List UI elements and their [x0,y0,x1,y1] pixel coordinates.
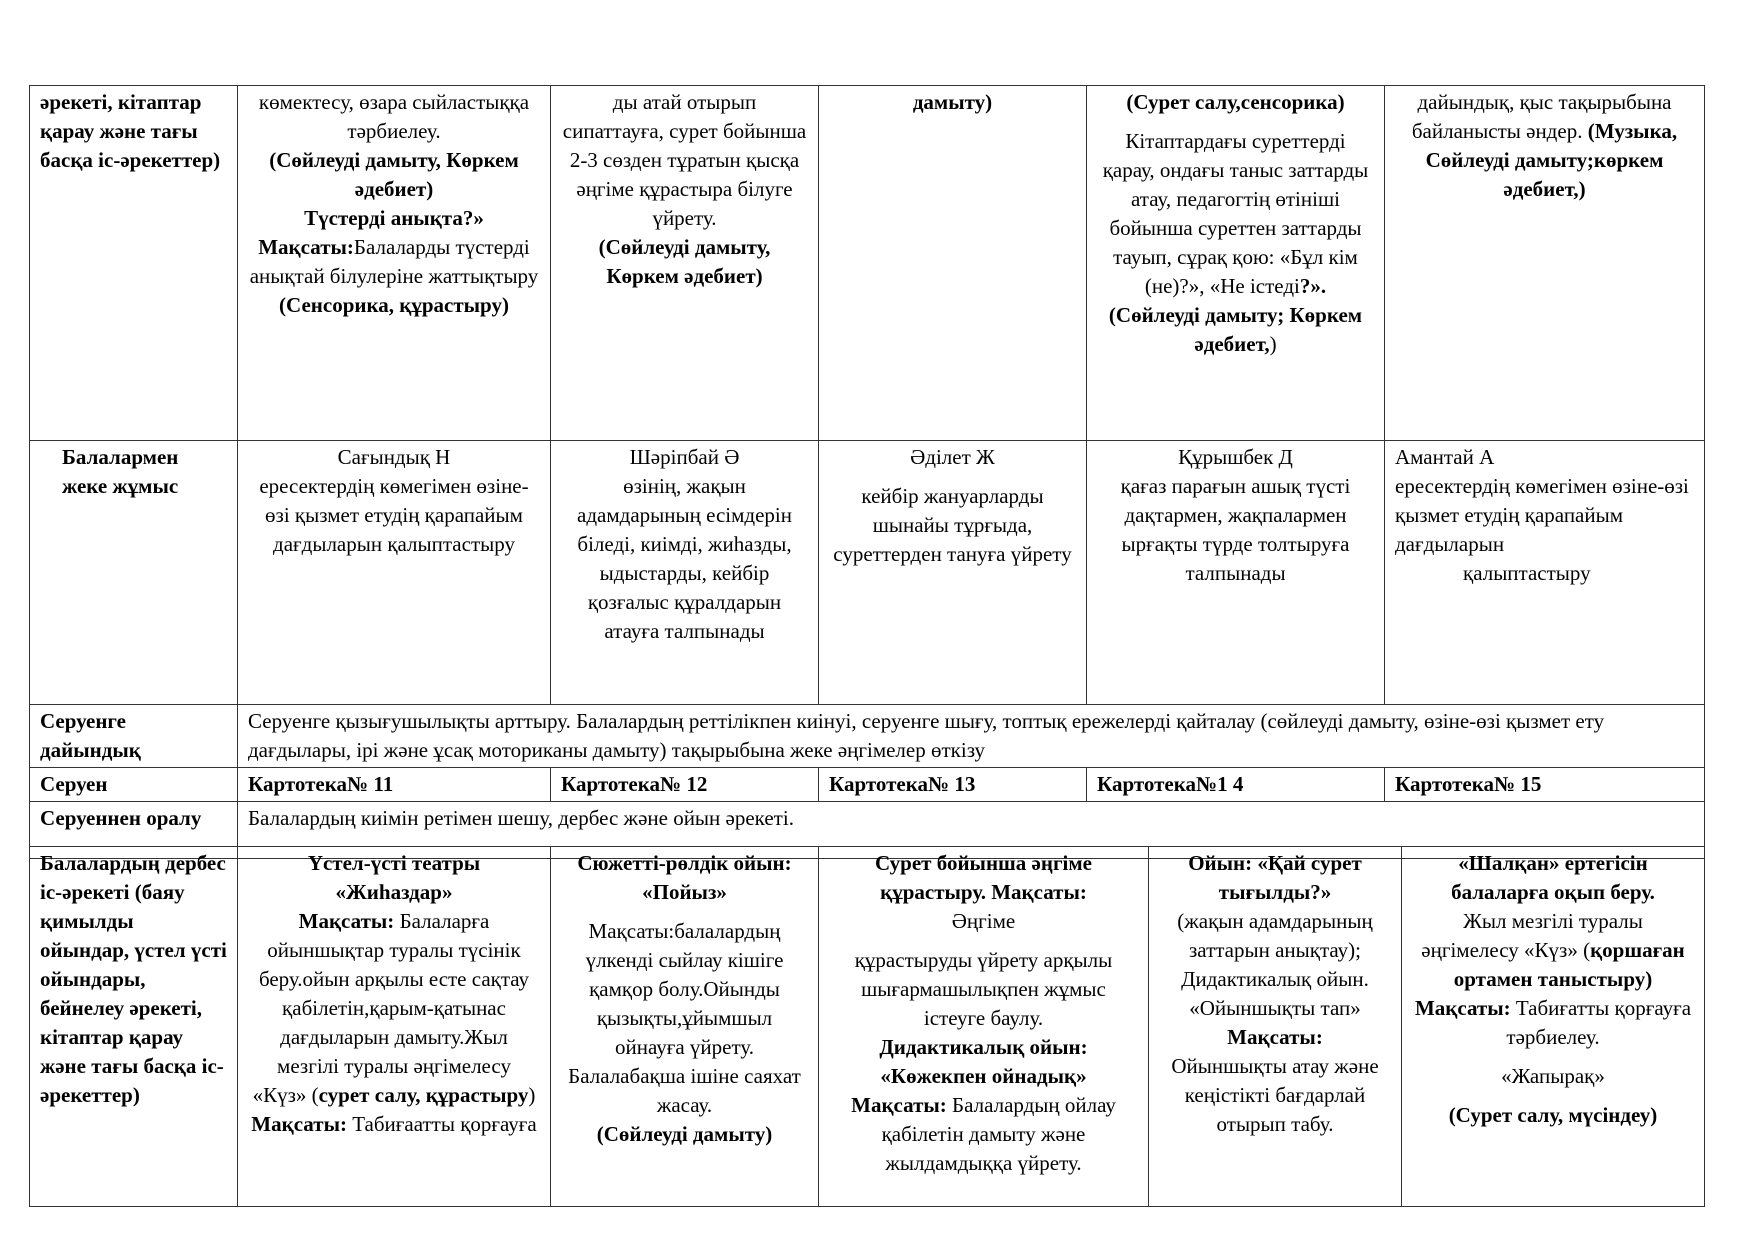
cell-friday [1385,441,1705,705]
cell-text: ды атай отырып сипаттауға, сурет бойынша 2-3 сөзден тұратын қысқа әңгіме құрастыра білуге үйрету. [562,90,807,230]
goal-label: Мақсаты: [851,1093,947,1117]
goal-label: Мақсаты: [1227,1025,1323,1049]
cell-thursday [1087,441,1385,705]
cell-tuesday [551,847,819,1207]
cell-monday [238,847,551,1207]
cell-text: ересектердің көмегімен өзіне-өзі қызмет етудің қарапайым дағдыларын қалыптастыру [259,474,529,556]
cell-walk-return: Балалардың киімін ретімен шешу, дербес және ойын әрекеті. [238,802,1705,859]
cell-thursday [1087,86,1385,441]
cell-tuesday: Картотека№ 12 [551,768,819,802]
table-row [30,847,1705,1207]
row-label-walk-return: Серуеннен оралу [30,802,238,859]
cell-text: дайындық, қыс тақырыбына байланысты әндер. [1411,90,1672,143]
row-label-independent-activity: Балалардың дербес іс-әрекеті (баяу қимылды ойындар, үстел үсті ойындары, бейнелеу әрекеті, кітаптар қарау және тағы басқа іс-әрекеттер) [30,847,238,1207]
cell-text: қағаз парағын ашық түсті дақтармен, жақпалармен ырғақты түрде толтыруға талпынады [1120,474,1351,585]
cell-text: ) [528,1083,536,1107]
cell-text: (Сенсорика, құрастыру) [279,293,509,317]
goal-label: Мақсаты: [258,235,354,259]
cell-text: (Музыка, Сөйлеуді дамыту;көркем әдебиет,) [1425,119,1678,201]
cell-monday [238,441,551,705]
table-row [30,441,1705,705]
child-name: Шәріпбай Ә [629,445,740,469]
cell-text: Әңгіме [951,909,1016,933]
cell-walk-prep: Серуенге қызығушылықты арттыру. Балалардың реттілікпен киінуі, серуенге шығу, топтық ережелерді қайталау (сөйлеуді дамыту, өзіне-өзі қызмет ету дағдылары, ірі және ұсақ моториканы дамыту) тақырыбына жеке әңгімелер өткізу [238,705,1705,768]
cell-text: (Сөйлеуді дамыту) [596,1122,773,1146]
cell-text: ересектердің көмегімен өзіне-өзі қызмет етудің қарапайым дағдыларын [1395,474,1689,556]
cell-text: (Сөйлеуді дамыту, Көркем әдебиет) [598,235,771,288]
cell-text: (Сурет салу, мүсіндеу) [1448,1103,1658,1127]
cell-text: «Жапырақ» [1501,1064,1605,1088]
schedule-table-top [29,85,1705,859]
goal-label: Мақсаты: [1414,996,1511,1020]
row-label-walk: Серуен [30,768,238,802]
cell-text: Ойын: «Қай сурет тығылды?» [1188,851,1362,904]
schedule-table-bottom [29,846,1705,1207]
cell-monday: Картотека№ 11 [238,768,551,802]
cell-text: Табиғаатты қорғауға [346,1112,537,1136]
cell-text: ?». [1299,274,1327,298]
cell-text: өзінің, жақын адамдарының есімдерін біледі, киімді, жиһазды, ыдыстарды, кейбір қозғалыс құралдарын атауға талпынады [577,474,792,643]
cell-text: қалыптастыру [1463,561,1591,585]
cell-friday [1402,847,1705,1207]
cell-text: Балаларға ойыншықтар туралы түсінік беру.ойын арқылы есте сақтау қабілетін,қарым-қатынас дағдыларын дамыту.Жыл мезгілі туралы әңгімелесу «Күз» ( [252,909,530,1107]
row-label-walk-prep: Серуенге дайындық [30,705,238,768]
cell-text: Үстел-үсті театры «Жиһаздар» [307,851,481,904]
cell-text: Балаларды түстерді анықтай білулеріне жаттықтыру [249,235,539,288]
cell-text: Ойыншықты атау және кеңістікті бағдарлай отырып табу. [1171,1054,1379,1136]
goal-label: Мақсаты: [298,909,395,933]
row-label-activity: әрекеті, кітаптар қарау және тағы басқа іс-әрекеттер) [30,86,238,441]
table-row [30,705,1705,768]
cell-text: Түстерді анықта?» [304,206,484,230]
cell-monday [238,86,551,441]
cell-thursday: Картотека№1 4 [1087,768,1385,802]
cell-text: Сюжетті-рөлдік ойын: «Пойыз» [577,851,792,904]
cell-friday: Картотека№ 15 [1385,768,1705,802]
cell-tuesday [551,86,819,441]
cell-text: ) [1269,332,1277,356]
cell-text: «Шалқан» ертегісін балаларға оқып беру. [1451,851,1655,904]
cell-wednesday: дамыту) [819,86,1087,441]
table-row [30,768,1705,802]
cell-text: Дидактикалық ойын: «Көжекпен ойнадық» [879,1035,1088,1088]
table-row [30,86,1705,441]
cell-text: Мақсаты:балалардың үлкенді сыйлау кішіге қамқор болу.Ойынды қызықты,ұйымшыл ойнауға үйрету. Балалабақша ішіне саяхат жасау. [568,919,801,1117]
cell-wednesday: Картотека№ 13 [819,768,1087,802]
cell-text: көмектесу, өзара сыйластыққа тәрбиелеу. [258,90,530,143]
cell-text: Сурет бойынша әңгіме құрастыру. Мақсаты: [875,851,1092,904]
cell-text: Жыл мезгілі туралы әңгімелесу «Күз» ( [1421,909,1643,962]
cell-text: (Сурет салу,сенсорика) [1126,90,1345,114]
row-label-individual: Балалармен жеке жұмыс [30,441,238,705]
cell-tuesday [551,441,819,705]
child-name: Әділет Ж [910,445,995,469]
cell-text: Балалардың ойлау қабілетін дамыту және жылдамдыққа үйрету. [881,1093,1116,1175]
cell-text: кейбір жануарларды шынайы тұрғыда, суреттерден тануға үйрету [833,484,1072,566]
cell-text: (Сөйлеуді дамыту, Көркем әдебиет) [269,148,519,201]
child-name: Амантай А [1395,445,1495,469]
cell-thursday [1149,847,1402,1207]
goal-label: Мақсаты: [251,1112,347,1136]
cell-wednesday [819,847,1149,1207]
cell-wednesday [819,441,1087,705]
cell-text: қоршаған ортамен таныстыру) [1453,938,1685,991]
cell-text: (Сөйлеуді дамыту; Көркем әдебиет, [1108,303,1363,356]
cell-text: Кітаптардағы суреттерді қарау, ондағы таныс заттарды атау, педагогтің өтініші бойынша суреттен заттарды тауып, сұрақ қою: «Бұл кім (не)?», «Не істеді [1102,129,1369,298]
child-name: Құрышбек Д [1178,445,1293,469]
cell-text: Табиғатты қорғауға тәрбиелеу. [1506,996,1692,1049]
child-name: Сағындық Н [337,445,451,469]
cell-text: (жақын адамдарының заттарын анықтау); Дидактикалық ойын. «Ойыншықты тап» [1177,909,1373,1020]
cell-text: сурет салу, құрастыру [318,1083,529,1107]
cell-friday [1385,86,1705,441]
cell-text: құрастыруды үйрету арқылы шығармашылықпен жұмыс істеуге баулу. [854,948,1113,1030]
